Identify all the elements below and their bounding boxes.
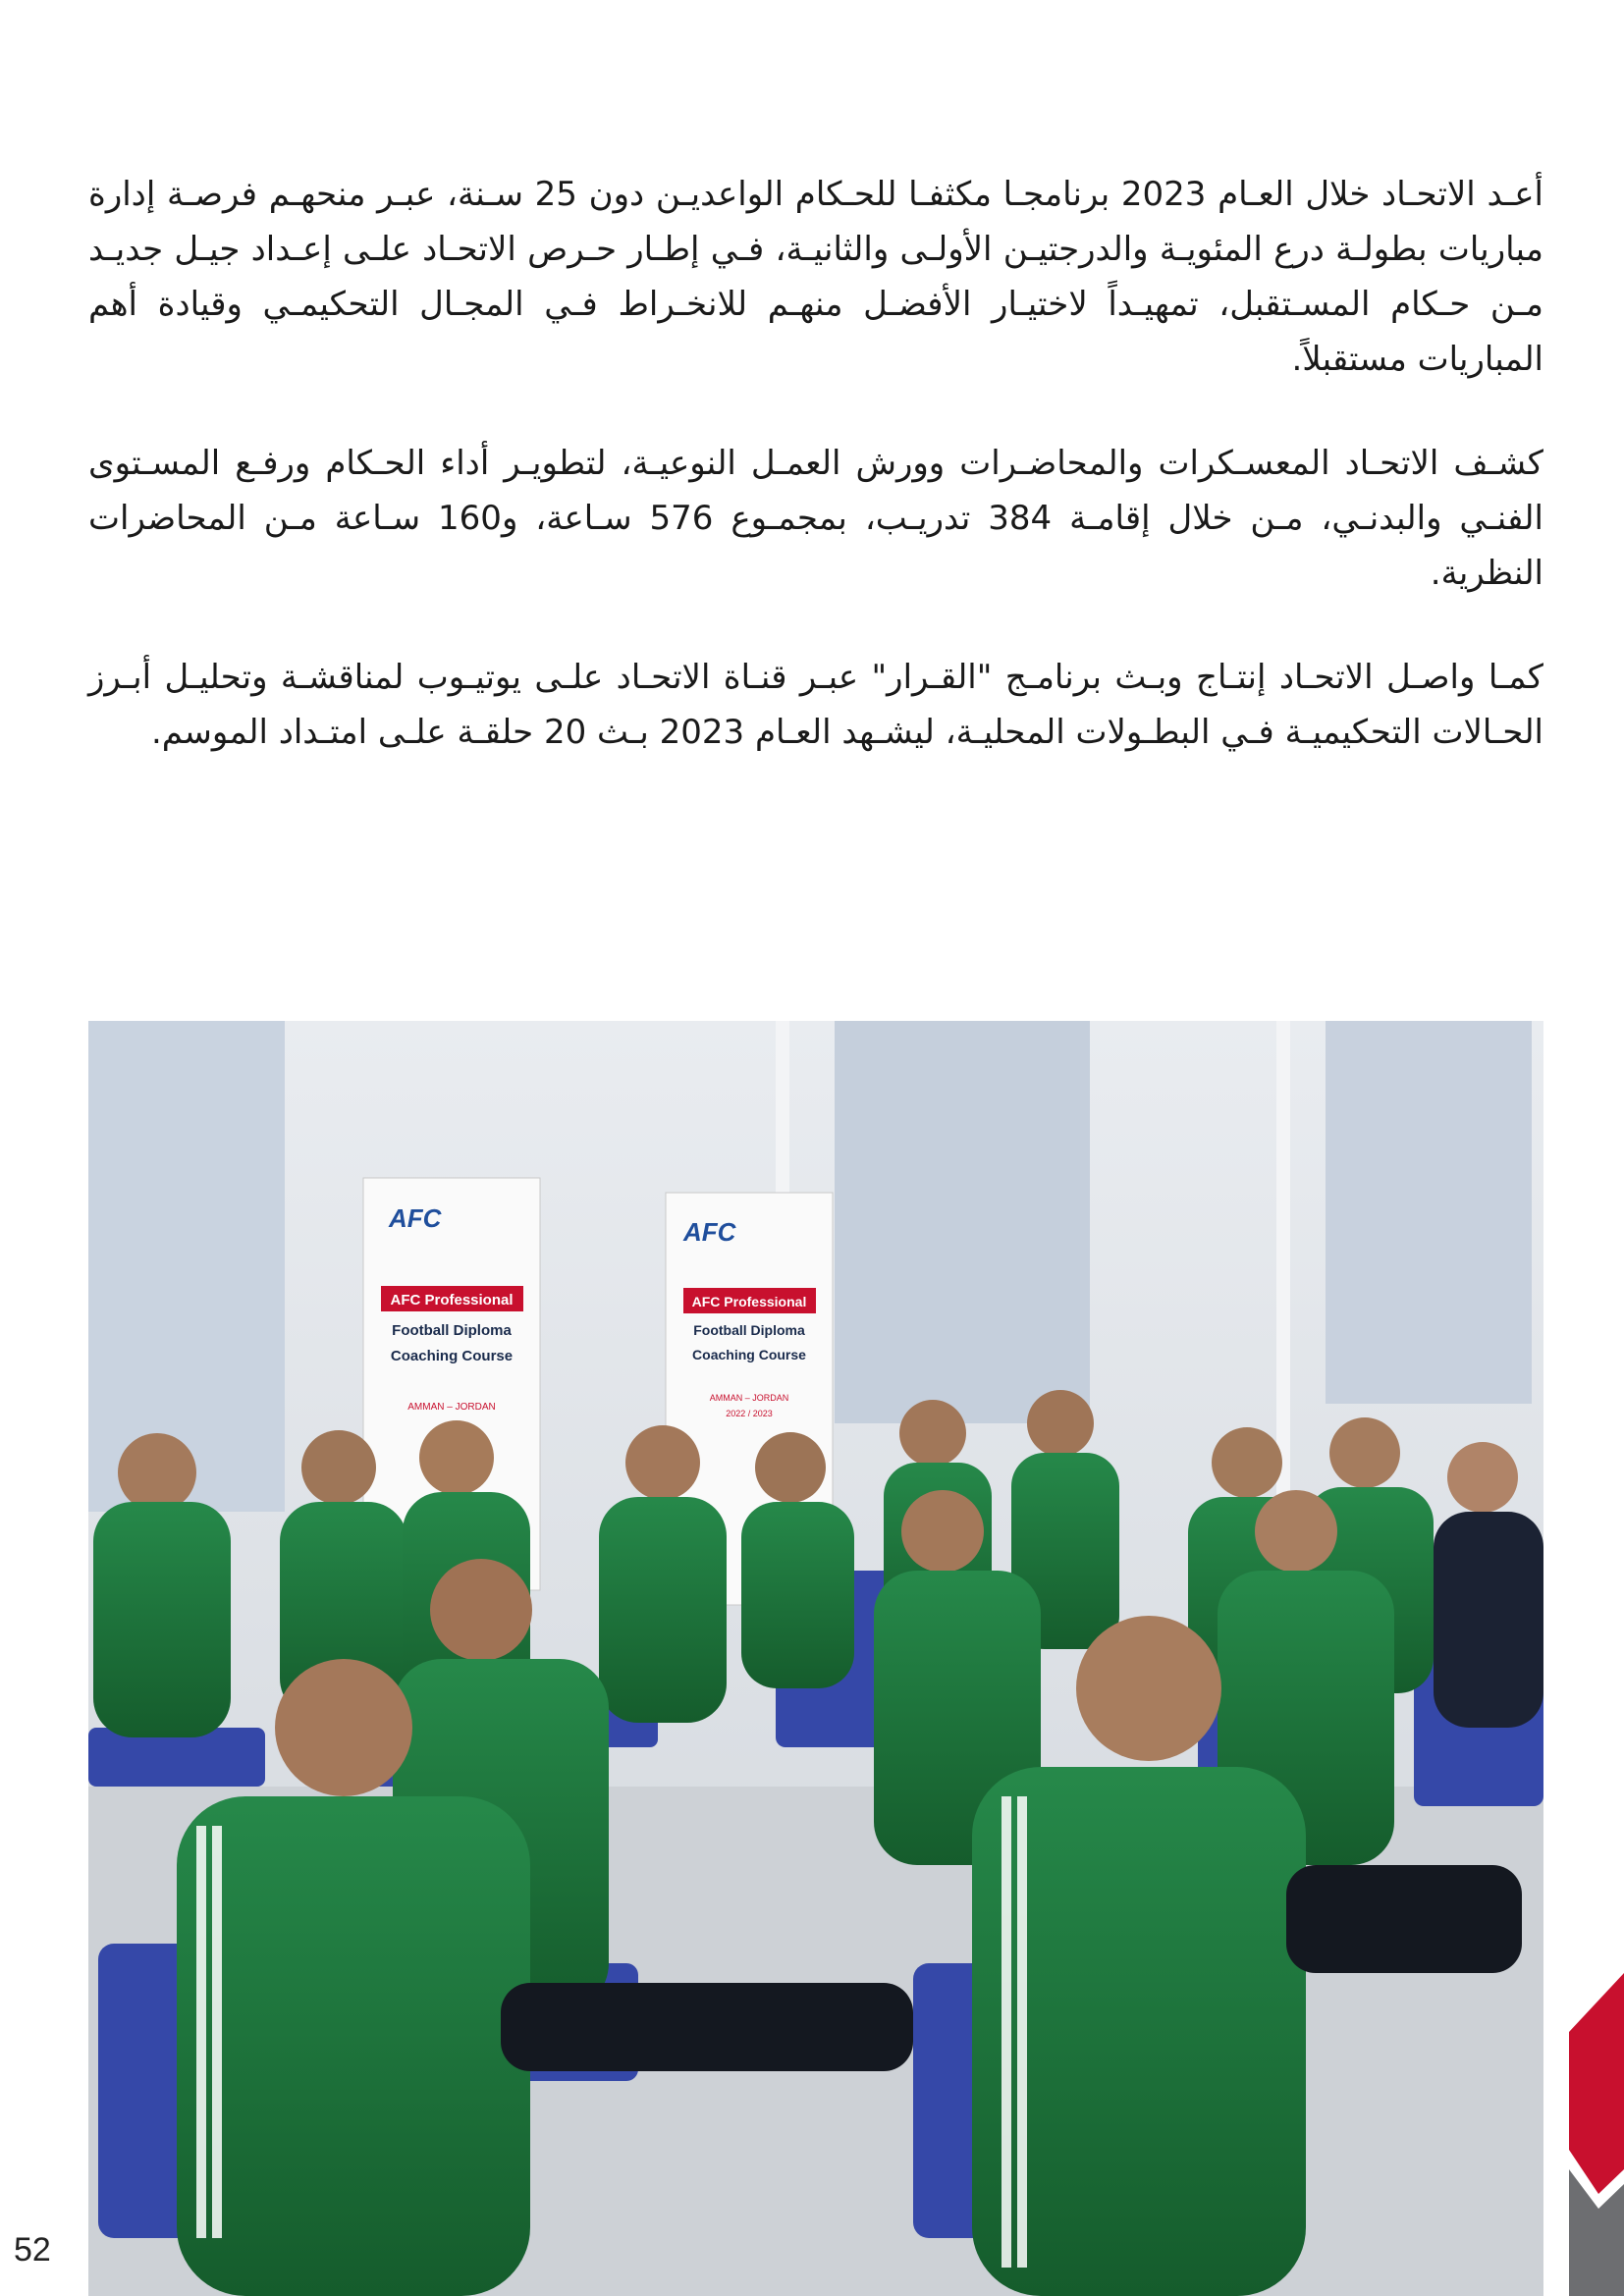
paragraph-3: كمـا واصـل الاتحـاد إنتـاج وبـث برنامـج "القـرار" عبـر قنـاة الاتحـاد علـى يوتيـوب لمناقشـة وتحليـل أبـرز الحـالات التحكيميـة فـي البطـولات المحليـة، ليشـهد العـام 2023 بـث 20 حلقـة علـى امتـداد الموسم.	[88, 658, 1543, 752]
referees-classroom-photo	[88, 1021, 1543, 2296]
banner-right-line2: Football Diploma	[693, 1322, 805, 1338]
banner-left-line4: AMMAN – JORDAN	[407, 1402, 496, 1413]
banner-left-logo: AFC	[389, 1203, 442, 1233]
page-number: 52	[14, 2231, 51, 2269]
banner-left-line2: Football Diploma	[392, 1322, 512, 1339]
banner-right-logo: AFC	[683, 1217, 736, 1247]
banner-right-line3: Coaching Course	[692, 1347, 806, 1362]
banner-left-line1: AFC Professional	[390, 1292, 514, 1308]
body-text	[88, 167, 1543, 809]
paragraph-1: أعـد الاتحـاد خلال العـام 2023 برنامجـا مكثفـا للحـكام الواعديـن دون 25 سـنة، عبـر منحهـم فرصـة إدارة مباريات بطولـة درع المئويـة والدرجتيـن الأولـى والثانيـة، فـي إطـار حـرص الاتحـاد علـى إعـداد جيـل جديـد مـن حـكام المسـتقبل، تمهيـداً لاختيـار الأفضـل منهـم للانخـراط فـي المجـال التحكيمـي وقيادة أهم المباريات مستقبلاً.	[88, 175, 1543, 379]
paragraph-2: كشـف الاتحـاد المعسـكرات والمحاضـرات وورش العمـل النوعيـة، لتطويـر أداء الحـكام ورفـع المسـتوى الفنـي والبدنـي، مـن خلال إقامـة 384 تدريـب، بمجمـوع 576 سـاعة، و160 سـاعة مـن المحاضرات النظرية.	[88, 444, 1543, 593]
banner-left-line3: Coaching Course	[390, 1348, 514, 1364]
corner-accent-shape	[1569, 1973, 1624, 2296]
banner-right-line5: 2022 / 2023	[726, 1409, 773, 1418]
banner-right-line1: AFC Professional	[691, 1294, 807, 1309]
banner-right-line4: AMMAN – JORDAN	[709, 1393, 789, 1403]
